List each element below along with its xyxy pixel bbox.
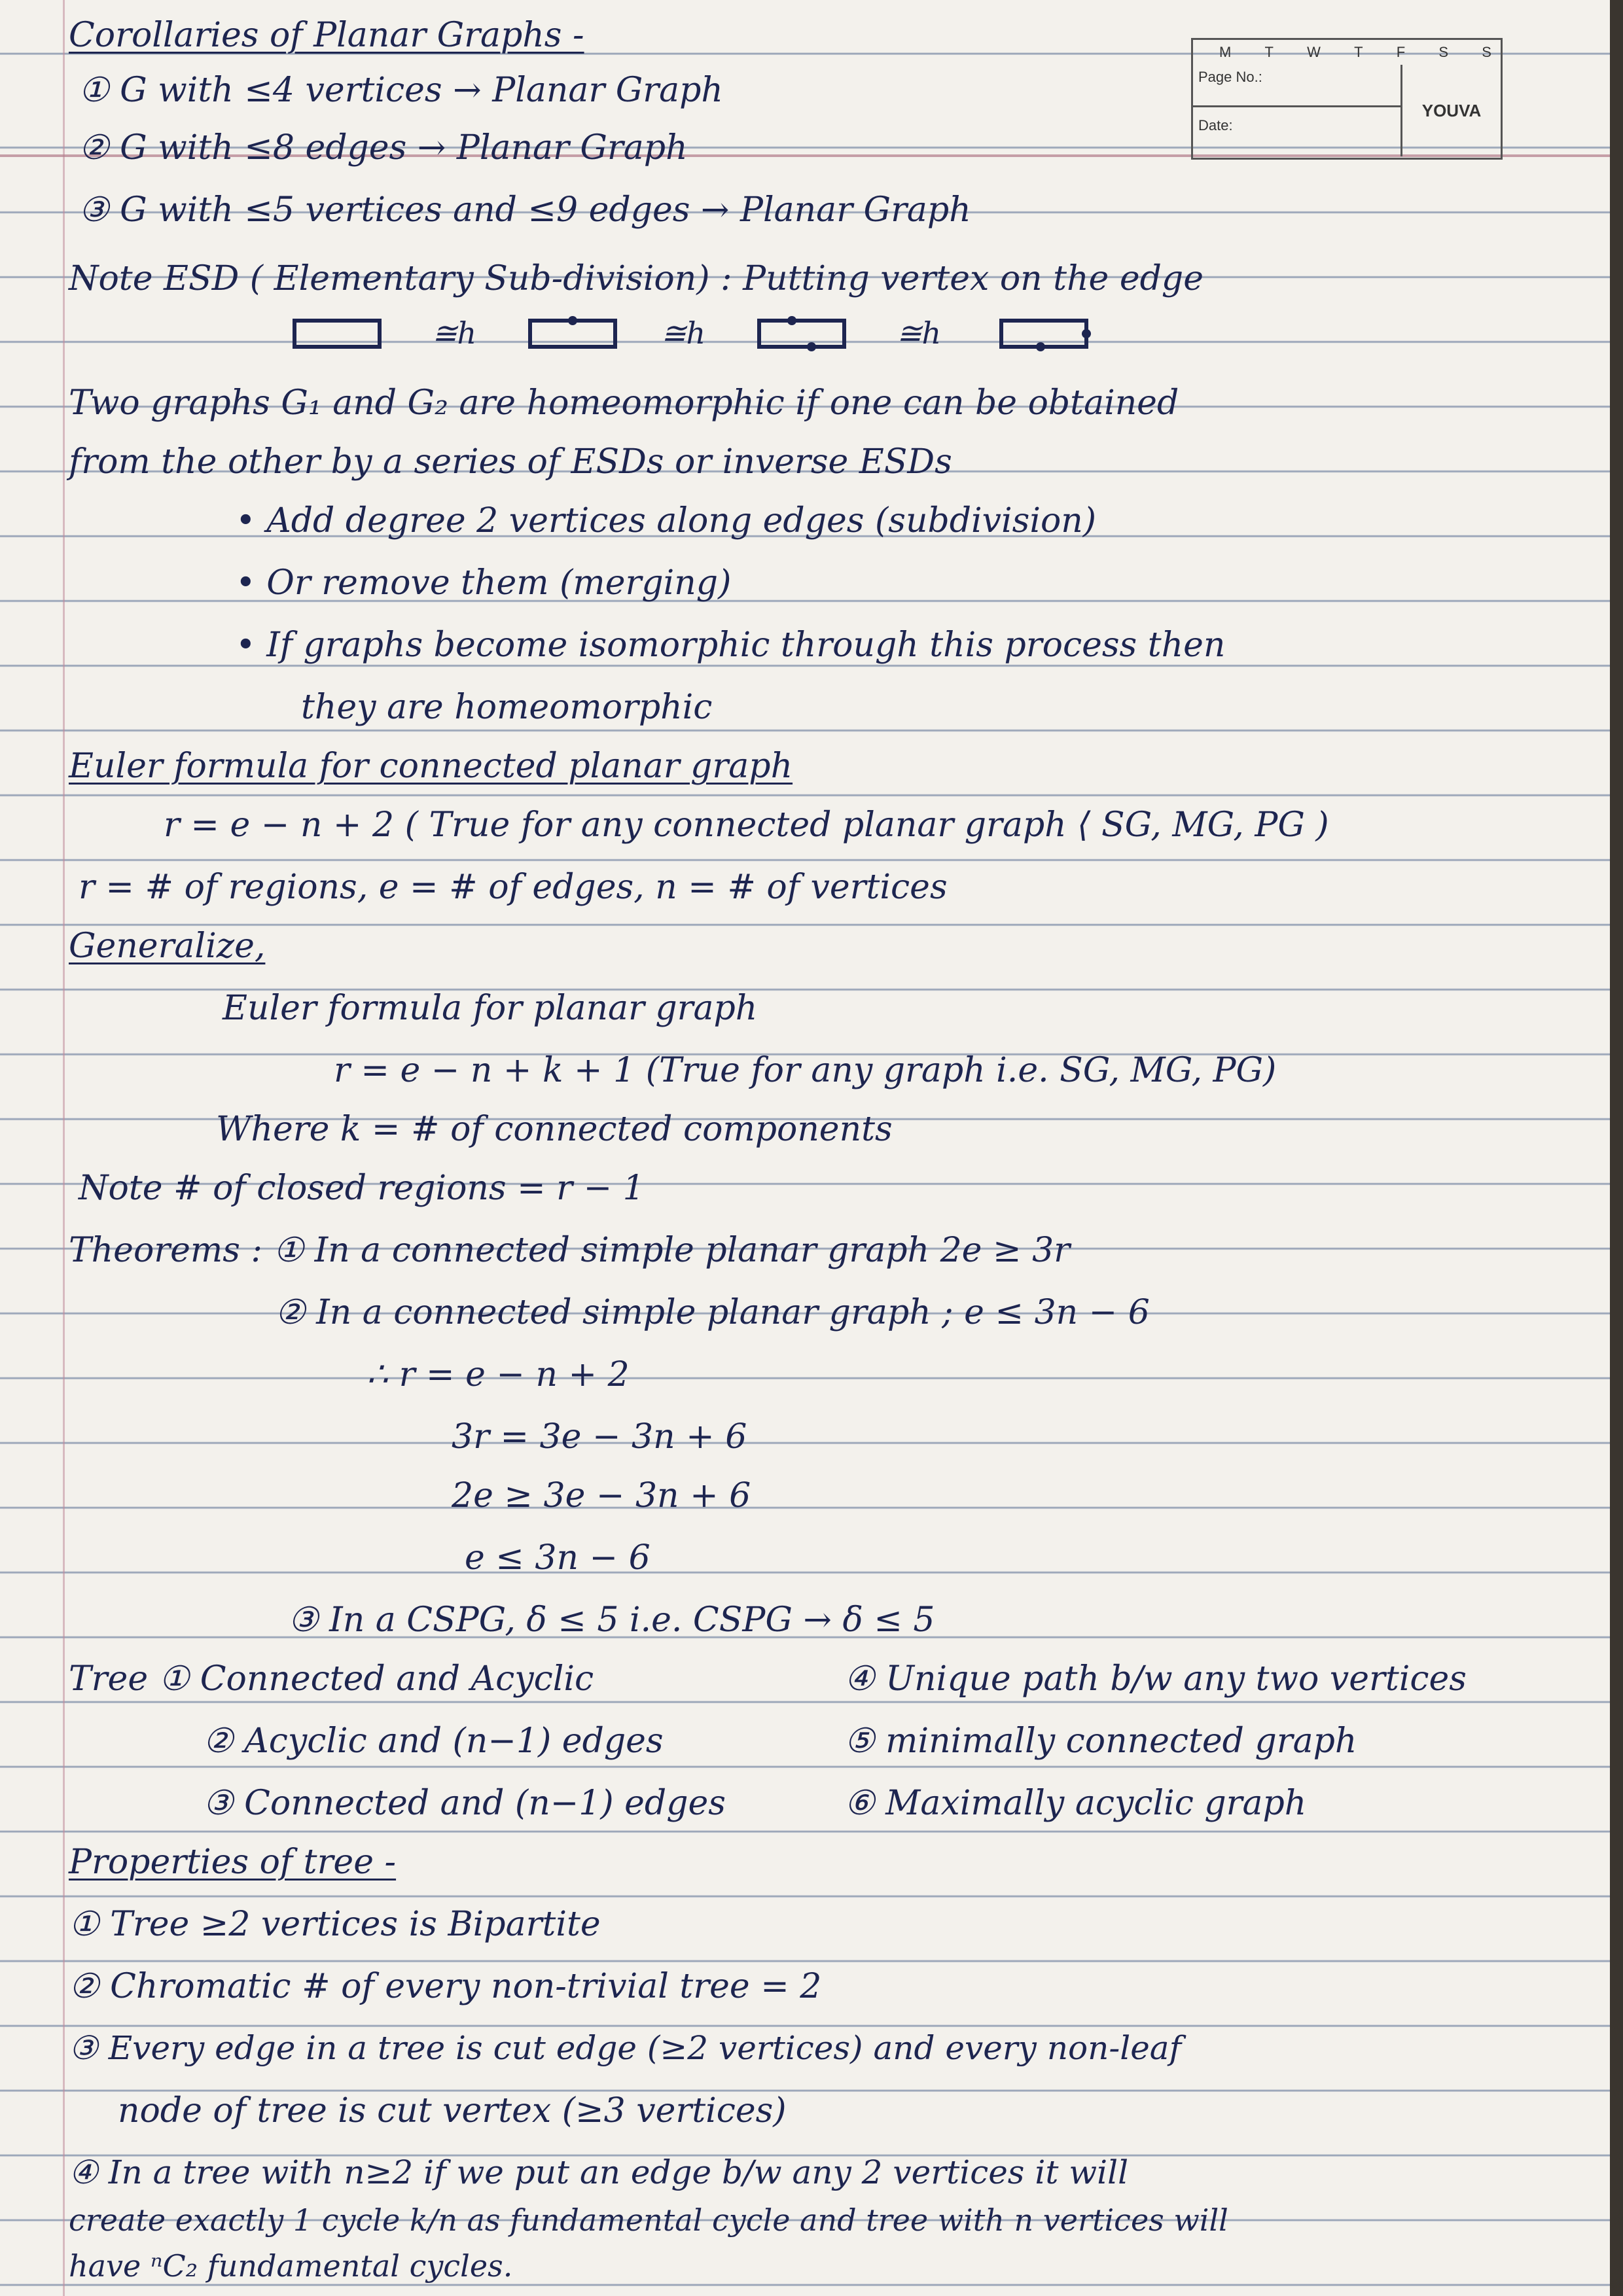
line-proof-4: e ≤ 3n − 6 [465, 1538, 651, 1578]
line-euler-general-formula: r = e − n + k + 1 (True for any graph i.e. SG, MG, PG) [334, 1051, 1277, 1090]
day-w: W [1307, 44, 1321, 60]
day-t: T [1264, 44, 1274, 60]
line-tree-1: Tree ① Connected and Acyclic [69, 1659, 594, 1699]
line-corollary-3: ③ G with ≤5 vertices and ≤9 edges → Planar Graph [79, 190, 971, 230]
line-bullet-isomorphic-2: they are homeomorphic [301, 688, 713, 727]
line-theorem-2: ② In a connected simple planar graph ; e ≤ 3n − 6 [275, 1293, 1150, 1332]
day-s: S [1438, 44, 1449, 60]
subdiv-vertex-2 [787, 316, 796, 325]
line-property-1: ① Tree ≥2 vertices is Bipartite [69, 1905, 601, 1944]
line-homeomorphic-def-2: from the other by a series of ESDs or inverse ESDs [69, 442, 952, 482]
weekday-row [1219, 44, 1491, 61]
line-bullet-add: • Add degree 2 vertices along edges (subdivision) [236, 501, 1097, 540]
line-homeomorphic-def: Two graphs G₁ and G₂ are homeomorphic if one can be obtained [69, 383, 1179, 423]
day-f: F [1396, 44, 1406, 60]
line-where-k: Where k = # of connected components [216, 1110, 893, 1149]
homeo-symbol-2: ≅h [661, 315, 706, 351]
line-proof-3: 2e ≥ 3e − 3n + 6 [452, 1476, 751, 1515]
subdiv-vertex-4 [1036, 342, 1045, 351]
line-esd-note: Note ESD ( Elementary Sub-division) : Putting vertex on the edge [69, 259, 1204, 298]
line-euler-legend: r = # of regions, e = # of edges, n = # of vertices [79, 868, 948, 907]
line-tree-4: ④ Unique path b/w any two vertices [844, 1659, 1467, 1699]
line-bullet-isomorphic: • If graphs become isomorphic through this process then [236, 626, 1226, 665]
line-corollary-1: ① G with ≤4 vertices → Planar Graph [79, 71, 723, 110]
line-property-4: ④ In a tree with n≥2 if we put an edge b/w any 2 vertices it will [69, 2153, 1129, 2191]
line-corollary-2: ② G with ≤8 edges → Planar Graph [79, 128, 688, 168]
line-theorem-1: Theorems : ① In a connected simple planar graph 2e ≥ 3r [69, 1231, 1071, 1270]
page-no-label: Page No.: [1198, 69, 1262, 85]
line-euler-general-heading: Euler formula for planar graph [223, 989, 758, 1028]
day-m: M [1219, 44, 1232, 60]
line-bullet-remove: • Or remove them (merging) [236, 563, 732, 603]
graph-square-3 [759, 321, 844, 347]
date-label: Date: [1198, 117, 1233, 133]
line-euler-formula: r = e − n + 2 ( True for any connected planar graph ⟨ SG, MG, PG ) [164, 805, 1329, 845]
esd-diagram [288, 308, 1139, 360]
homeo-symbol-1: ≅h [432, 315, 477, 351]
subdiv-vertex-3 [807, 342, 816, 351]
line-generalize: Generalize, [69, 927, 266, 966]
line-property-4b: create exactly 1 cycle k/n as fundamental cycle and tree with n vertices will [69, 2202, 1228, 2238]
line-property-3b: node of tree is cut vertex (≥3 vertices) [118, 2091, 787, 2130]
line-corollaries-title: Corollaries of Planar Graphs - [69, 16, 584, 55]
line-tree-5: ⑤ minimally connected graph [844, 1722, 1357, 1761]
homeo-symbol-3: ≅h [897, 315, 942, 351]
line-theorem-3: ③ In a CSPG, δ ≤ 5 i.e. CSPG → δ ≤ 5 [288, 1600, 935, 1640]
subdiv-vertex-1 [568, 316, 577, 325]
stamp-divider [1193, 105, 1401, 107]
line-proof-2: 3r = 3e − 3n + 6 [452, 1417, 747, 1457]
brand-logo: YOUVA [1400, 65, 1501, 156]
line-proof-1: ∴ r = e − n + 2 [366, 1355, 630, 1394]
line-property-2: ② Chromatic # of every non-trivial tree = 2 [69, 1967, 822, 2006]
graph-square-1 [294, 321, 380, 347]
day-s2: S [1482, 44, 1491, 60]
line-tree-3: ③ Connected and (n−1) edges [203, 1784, 726, 1823]
line-property-3: ③ Every edge in a tree is cut edge (≥2 vertices) and every non-leaf [69, 2029, 1182, 2067]
line-tree-2: ② Acyclic and (n−1) edges [203, 1722, 664, 1761]
line-closed-regions: Note # of closed regions = r − 1 [79, 1169, 645, 1208]
line-tree-6: ⑥ Maximally acyclic graph [844, 1784, 1307, 1823]
line-property-4c: have ⁿC₂ fundamental cycles. [69, 2248, 513, 2284]
graph-square-4 [1001, 321, 1086, 347]
margin-line [63, 0, 65, 2296]
page-stamp [1191, 38, 1503, 160]
day-t2: T [1354, 44, 1363, 60]
subdiv-vertex-5 [1082, 329, 1091, 338]
line-euler-heading: Euler formula for connected planar graph [69, 747, 793, 786]
line-properties-heading: Properties of tree - [69, 1843, 397, 1882]
